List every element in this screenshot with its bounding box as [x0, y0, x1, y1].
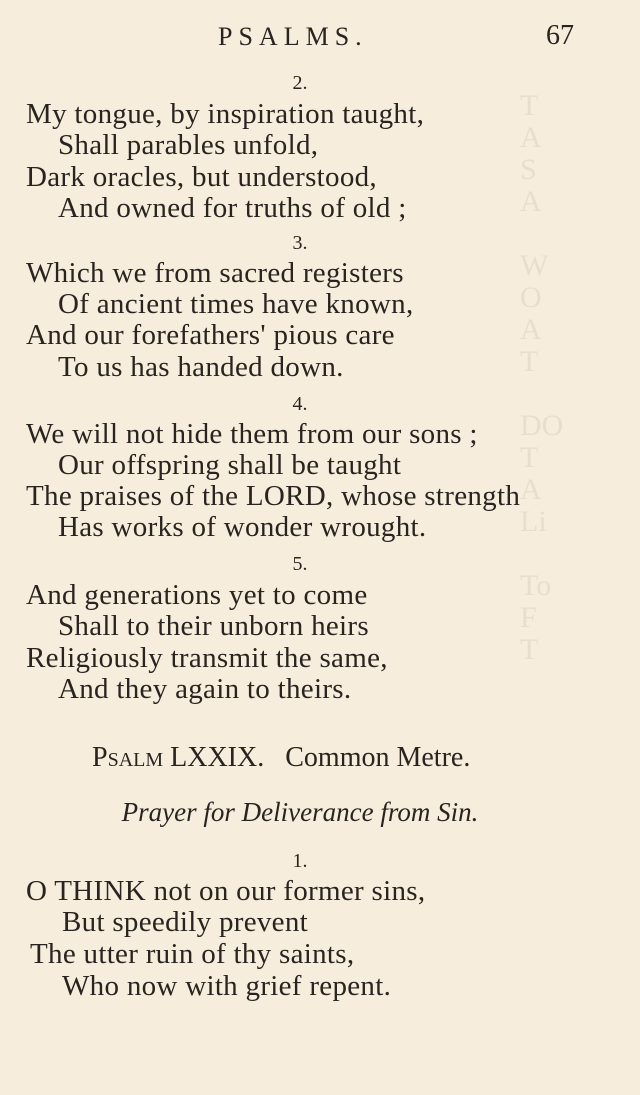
- stanza-number: 2.: [292, 72, 308, 94]
- stanza-number: 1.: [292, 850, 308, 872]
- verse-line: Dark oracles, but understood,: [26, 161, 377, 193]
- verse-line: But speedily prevent: [62, 906, 309, 938]
- page-number: 67: [546, 20, 574, 51]
- verse-line: Shall to their unborn heirs: [58, 610, 369, 642]
- verse-line: Shall parables unfold,: [58, 129, 319, 161]
- verse-line: My tongue, by inspiration taught,: [26, 98, 425, 130]
- psalm-heading: [92, 742, 470, 774]
- verse-line: The utter ruin of thy saints,: [30, 938, 355, 970]
- verse-line: Our offspring shall be taught: [58, 449, 402, 481]
- psalm-number: LXXIX.: [170, 742, 265, 773]
- verse-line: We will not hide them from our sons ;: [26, 418, 478, 450]
- verse-line: And they again to theirs.: [58, 673, 352, 705]
- verse-line: And our forefathers' pious care: [26, 319, 395, 351]
- page-header: [0, 18, 640, 58]
- verse-line: Has works of wonder wrought.: [58, 511, 427, 543]
- verse-line: The praises of the LORD, whose strength: [26, 480, 521, 512]
- stanza-number: 4.: [292, 393, 308, 415]
- show-through-text: T A S A W O A T DO T A Li To F T: [520, 90, 564, 666]
- psalm-metre: Common Metre.: [285, 742, 471, 773]
- stanza-number: 5.: [292, 553, 308, 575]
- verse-line: Which we from sacred registers: [26, 257, 404, 289]
- psalm-subtitle: Prayer for Deliverance from Sin.: [121, 797, 479, 827]
- verse-line: Who now with grief repent.: [62, 970, 392, 1002]
- running-head: PSALMS.: [218, 22, 368, 51]
- stanza-number: 3.: [292, 232, 308, 254]
- verse-line: Of ancient times have known,: [58, 288, 414, 320]
- verse-line: O THINK not on our former sins,: [26, 875, 426, 907]
- psalm-label: Psalm: [92, 742, 164, 773]
- verse-line: Religiously transmit the same,: [26, 642, 388, 674]
- verse-line: To us has handed down.: [58, 351, 344, 383]
- verse-line: And owned for truths of old ;: [58, 192, 407, 224]
- verse-line: And generations yet to come: [26, 579, 368, 611]
